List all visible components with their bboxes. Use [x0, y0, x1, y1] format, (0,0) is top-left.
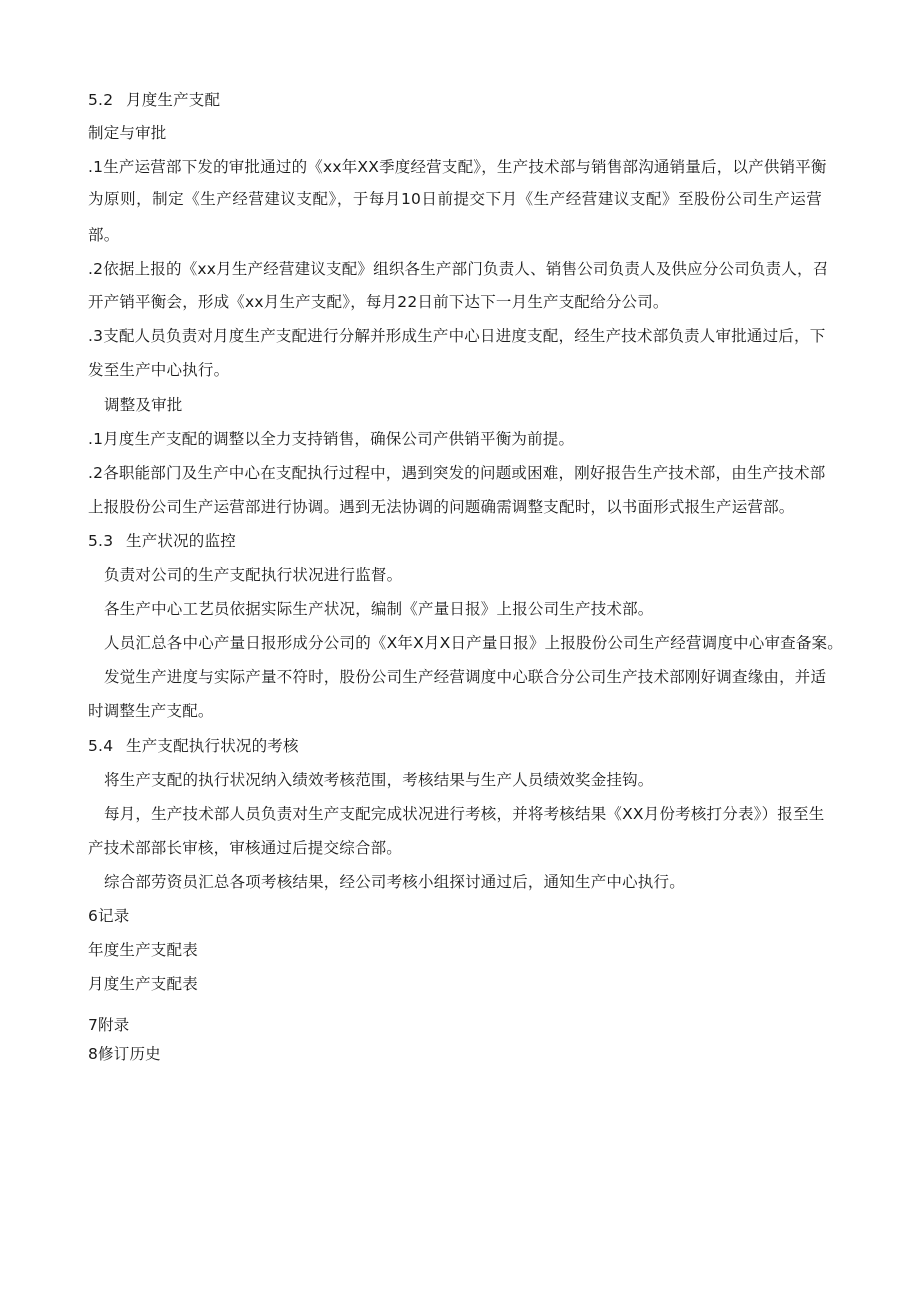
section-number: 5.4 — [88, 737, 114, 755]
paragraph-line: .1生产运营部下发的审批通过的《xx年XX季度经营支配》，生产技术部与销售部沟通销量后，以产供销平衡 — [88, 158, 827, 176]
paragraph-line: 综合部劳资员汇总各项考核结果，经公司考核小组探讨通过后，通知生产中心执行。 — [104, 873, 685, 891]
paragraph-line: 人员汇总各中心产量日报形成分公司的《X年X月X日产量日报》上报股份公司生产经营调度中心审查备案。 — [104, 634, 843, 652]
section-5-3-heading — [88, 531, 236, 551]
paragraph-line: 将生产支配的执行状况纳入绩效考核范围，考核结果与生产人员绩效奖金挂钩。 — [104, 771, 654, 789]
subheading-formulation-approval: 制定与审批 — [88, 124, 167, 142]
paragraph-line: .2依据上报的《xx月生产经营建议支配》组织各生产部门负责人、销售公司负责人及供应分公司负责人，召 — [88, 260, 829, 278]
paragraph-line: 为原则，制定《生产经营建议支配》，于每月10日前提交下月《生产经营建议支配》至股份公司生产运营 — [88, 190, 822, 208]
paragraph-line: 发至生产中心执行。 — [88, 361, 230, 379]
paragraph-line: 开产销平衡会，形成《xx月生产支配》，每月22日前下达下一月生产支配给分公司。 — [88, 293, 669, 311]
paragraph-line: 各生产中心工艺员依据实际生产状况，编制《产量日报》上报公司生产技术部。 — [104, 600, 654, 618]
section-7-heading: 7附录 — [88, 1016, 130, 1034]
paragraph-line: 负责对公司的生产支配执行状况进行监督。 — [104, 566, 403, 584]
paragraph-line: .3支配人员负责对月度生产支配进行分解并形成生产中心日进度支配，经生产技术部负责人审批通过后，下 — [88, 327, 826, 345]
paragraph-line: 时调整生产支配。 — [88, 702, 214, 720]
section-number: 5.3 — [88, 532, 114, 550]
paragraph-line: 发觉生产进度与实际产量不符时，股份公司生产经营调度中心联合分公司生产技术部刚好调查缘由，并适 — [104, 668, 827, 686]
section-6-heading: 6记录 — [88, 907, 130, 925]
paragraph-line: .2各职能部门及生产中心在支配执行过程中，遇到突发的问题或困难，刚好报告生产技术部，由生产技术部 — [88, 464, 826, 482]
paragraph-line: 产技术部部长审核，审核通过后提交综合部。 — [88, 839, 403, 857]
section-8-heading: 8修订历史 — [88, 1045, 161, 1063]
paragraph-line: 上报股份公司生产运营部进行协调。遇到无法协调的问题确需调整支配时，以书面形式报生产运营部。 — [88, 498, 795, 516]
section-5-4-heading — [88, 736, 299, 756]
paragraph-line: 部。 — [88, 226, 120, 244]
paragraph-line: 每月，生产技术部人员负责对生产支配完成状况进行考核，并将考核结果《XX月份考核打分表》）报至生 — [104, 805, 825, 823]
subheading-adjustment-approval: 调整及审批 — [104, 396, 183, 414]
section-number: 5.2 — [88, 91, 114, 109]
section-title: 生产状况的监控 — [126, 532, 236, 550]
record-item: 年度生产支配表 — [88, 941, 198, 959]
paragraph-line: .1月度生产支配的调整以全力支持销售，确保公司产供销平衡为前提。 — [88, 430, 575, 448]
section-5-2-heading — [88, 90, 220, 110]
section-title: 生产支配执行状况的考核 — [126, 737, 299, 755]
section-title: 月度生产支配 — [126, 91, 221, 109]
record-item: 月度生产支配表 — [88, 975, 198, 993]
